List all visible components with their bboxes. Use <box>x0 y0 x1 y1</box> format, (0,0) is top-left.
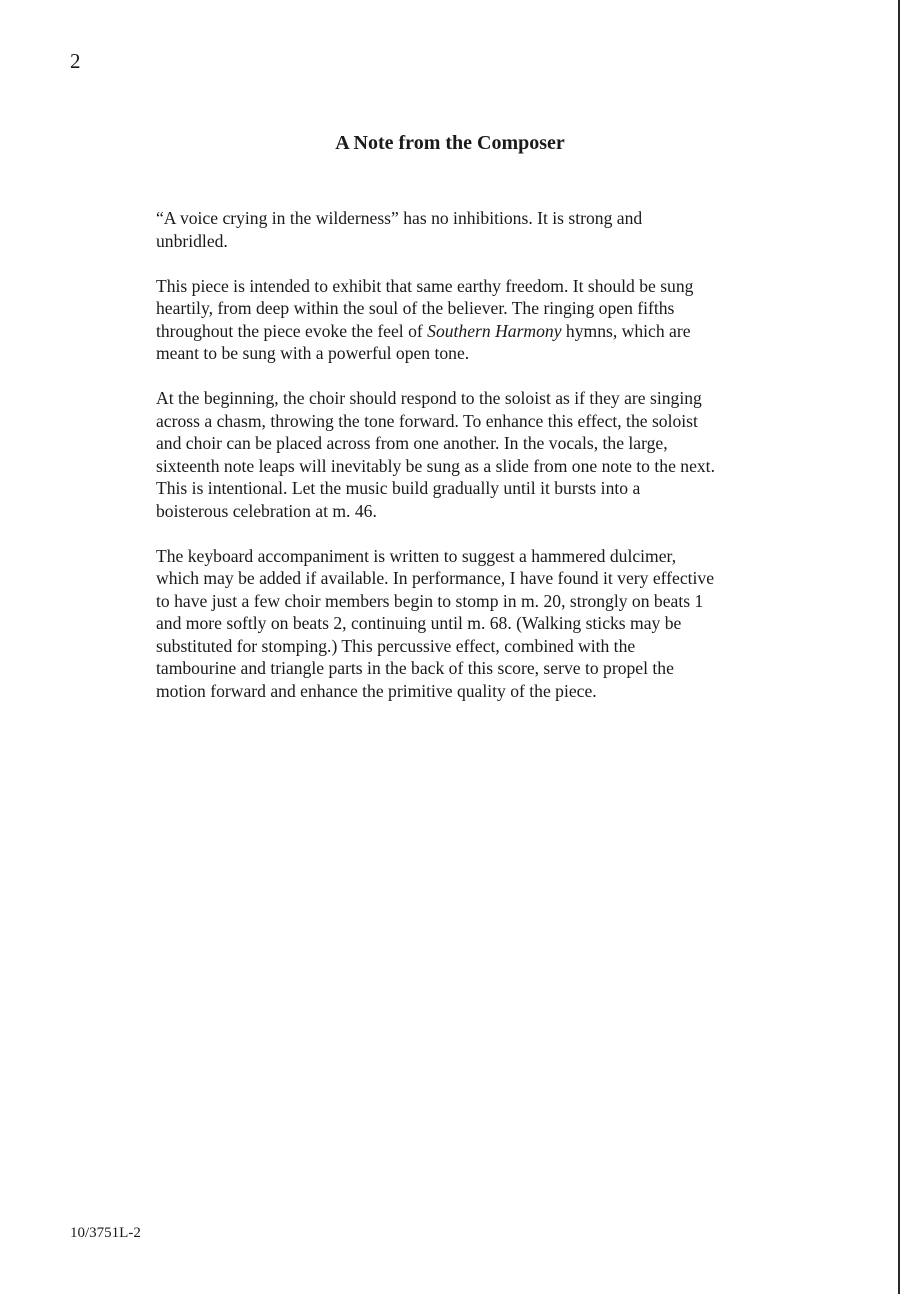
text-line: and more softly on beats 2, continuing until m. 68. (Walking sticks may be <box>156 613 682 633</box>
italic-title-southern-harmony: Southern Harmony <box>427 320 562 341</box>
text-line: The keyboard accompaniment is written to suggest a hammered dulcimer, <box>156 545 677 566</box>
paragraph-1 <box>156 207 796 252</box>
text-line: unbridled. <box>156 230 228 251</box>
text-line: which may be added if available. In performance, I have found it very effective <box>156 568 715 588</box>
text-line: tambourine and triangle parts in the back of this score, serve to propel the <box>156 658 674 678</box>
paragraph-4 <box>156 545 796 703</box>
text-line: motion forward and enhance the primitive quality of the piece. <box>156 680 597 701</box>
text-line: sixteenth note leaps will inevitably be sung as a slide from one note to the next. <box>156 455 715 476</box>
text-line: “A voice crying in the wilderness” has no inhibitions. It is strong and <box>156 208 643 228</box>
paragraph-3 <box>156 387 796 522</box>
text-line: substituted for stomping.) This percussive effect, combined with the <box>156 635 636 656</box>
paragraph-2 <box>156 275 796 365</box>
text-line: heartily, from deep within the soul of the believer. The ringing open fifths <box>156 298 675 318</box>
text-segment: hymns, which are <box>561 320 691 341</box>
catalog-code: 10/3751L-2 <box>70 1225 141 1241</box>
text-line: to have just a few choir members begin to stomp in m. 20, strongly on beats 1 <box>156 590 704 611</box>
page-title: A Note from the Composer <box>335 132 565 154</box>
text-line: across a chasm, throwing the tone forward. To enhance this effect, the soloist <box>156 410 698 431</box>
page-number: 2 <box>70 49 81 73</box>
text-line: At the beginning, the choir should respond to the soloist as if they are singing <box>156 388 702 408</box>
text-segment: throughout the piece evoke the feel of <box>156 320 428 341</box>
composer-note-body <box>156 207 796 725</box>
text-line: This piece is intended to exhibit that same earthy freedom. It should be sung <box>156 275 694 296</box>
text-line: and choir can be placed across from one another. In the vocals, the large, <box>156 433 668 453</box>
text-line: This is intentional. Let the music build gradually until it bursts into a <box>156 478 641 498</box>
text-line: boisterous celebration at m. 46. <box>156 500 377 521</box>
text-line <box>156 320 796 343</box>
text-line: meant to be sung with a powerful open tone. <box>156 343 470 363</box>
